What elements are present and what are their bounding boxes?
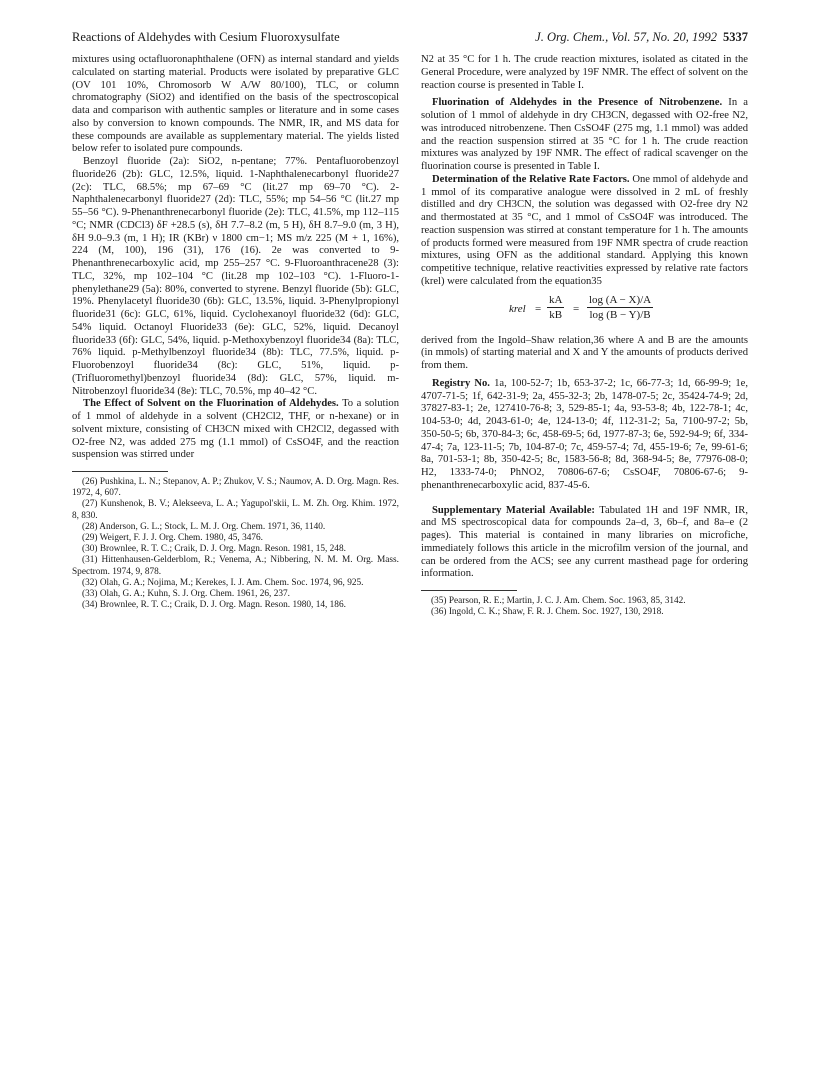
solvent-text: To a solution of 1 mmol of aldehyde in a solvent (CH2Cl2, THF, or n-hexane) or in solvent mixture, consisting of CH3CN mixed with CH2Cl2, degassed with O2-free N2, was added 275 mg (1.1 mmol) of CsSO4F, and the reaction suspension was stirred under bbox=[72, 398, 399, 461]
rate-heading: Determination of the Relative Rate Factors. bbox=[432, 173, 630, 185]
rate-equation bbox=[421, 291, 748, 331]
footnote: (30) Brownlee, R. T. C.; Craik, D. J. Org. Magn. Reson. 1981, 15, 248. bbox=[82, 544, 346, 555]
footnote-divider bbox=[72, 471, 168, 472]
log-denominator: log (B − Y)/B bbox=[589, 309, 651, 322]
footnote: (31) Hittenhausen-Gelderblom, R.; Venema, A.; Nibbering, N. M. M. Org. Mass. Spectrom. 1974, 9, 878. bbox=[72, 555, 399, 577]
rate-paragraph bbox=[421, 174, 748, 289]
footnote-divider bbox=[421, 590, 517, 591]
supplementary-heading: Supplementary Material Available: bbox=[432, 504, 595, 516]
log-fraction bbox=[587, 294, 653, 323]
nitro-heading: Fluorination of Aldehydes in the Presence of Nitrobenzene. bbox=[432, 97, 723, 109]
intro-paragraph: mixtures using octafluoronaphthalene (OFN) as internal standard and yields calculated on starting material. Products were isolated by preparative GLC (OV 101 10%, Chromosorb W A/W 80/100), TLC, or column chromatography (SiO2) and identified on the basis of the spectroscopical data and comparison with authentic samples or literature and in some cases also by conversion to known compounds. The NMR, IR, and MS data for these compounds are available as supplementary material. The yields listed below refer to isolated pure compounds. bbox=[72, 54, 399, 155]
footnote: (35) Pearson, R. E.; Martin, J. C. J. Am. Chem. Soc. 1963, 85, 3142. bbox=[431, 596, 686, 606]
supplementary-paragraph bbox=[421, 505, 748, 582]
ratio-fraction bbox=[547, 294, 564, 323]
solvent-paragraph bbox=[72, 398, 399, 462]
rate-text: One mmol of aldehyde and 1 mmol of its comparative analogue were dissolved in 2 mL of freshly distilled and dry CH3CN, the solution was degassed with O2-free dry N2 and thermostated at 35 °C, and 1 mmol of CsSO4F was introduced. The reaction suspension was stirred at constant temperature for 1 h. The amounts of products formed were measured from 19F NMR spectra of crude reaction mixtures, using OFN as the additional standard. Applying this known competitive technique, relative reactivities expressed by relative rate factors (krel) were calculated from the equation35 bbox=[421, 173, 748, 287]
running-title: Reactions of Aldehydes with Cesium Fluoroxysulfate bbox=[72, 30, 340, 44]
right-column bbox=[421, 54, 748, 618]
equation-lhs: krel bbox=[509, 302, 526, 315]
footnote: (36) Ingold, C. K.; Shaw, F. R. J. Chem. Soc. 1927, 130, 2918. bbox=[431, 607, 664, 618]
compounds-paragraph: Benzoyl fluoride (2a): SiO2, n-pentane; 77%. Pentafluorobenzoyl fluoride26 (2b): GLC, 12.5%, liquid. 1-Naphthalenecarbonyl fluoride27 (2c): TLC, 68.5%; mp 67–69 °C (lit.27 mp 69–70 °C). 2-Naphthalenecarbonyl fluoride27 (2d): TLC, 55%; mp 54–56 °C (lit.27 mp 55–56 °C). 9-Phenanthrenecarbonyl fluoride (2e): TLC, 41.5%, mp 112–115 °C; NMR (CDCl3) δF +28.5 (s), δH 7.7–8.2 (m, 5 H), δH 8.7–9.0 (m, 3 H), δH 9.0–9.3 (m, 1 H); IR (KBr) ν 1800 cm−1; MS m/z 225 (M + 1, 16%), 224 (M, 100), 196 (31), 176 (16). 2e was converted to 9-Phenanthrenecarboxylic acid, mp 255–257 °C. 9-Fluoroanthracene28 (3): TLC, 32%, mp 102–104 °C (lit.28 mp 102–103 °C). 1-Fluoro-1-phenylethane29 (5a): 80%, converted to styrene. Benzyl fluoride (5b): GLC, 19%. Phenylacetyl fluoride30 (6b): GLC, 13.5%, liquid. 3-Phenylpropionyl fluoride31 (6c): GLC, 61%, liquid. Cyclohexanoyl fluoride32 (6d): GLC, 54% liquid. Octanoyl Fluoride33 (6e): GLC, 52%, liquid. Decanoyl fluoride33 (6f): GLC, 54%, liquid. p-Methoxybenzoyl fluoride34 (8a): TLC, 76% liquid. p-Methylbenzoyl fluoride34 (8b): TLC, 77.5%, liquid. p-Fluorobenzoyl fluoride34 (8c): GLC, 51%, liquid. p-(Trifluoromethyl)benzoyl fluoride34 (8d): GLC, 57%, liquid. m-Nitrobenzoyl fluoride34 (8e): TLC, 70.5%, mp 40–42 °C. bbox=[72, 156, 399, 397]
footnote: (29) Weigert, F. J. J. Org. Chem. 1980, 45, 3476. bbox=[82, 533, 263, 544]
supplementary-text: Tabulated 1H and 19F NMR, IR, and MS spectroscopical data for compounds 2a–d, 3, 6b–f, and 8a–e (2 pages). This material is contained in many libraries on microfiche, immediately follows this article in the microfilm version of the journal, and can be ordered from the ACS; see any current masthead page for ordering information. bbox=[421, 504, 748, 580]
footnote: (26) Pushkina, L. N.; Stepanov, A. P.; Zhukov, V. S.; Naumov, A. D. Org. Magn. Res. 1972, 4, 607. bbox=[72, 477, 399, 499]
equals-sign: = bbox=[535, 302, 542, 315]
left-column bbox=[72, 54, 399, 611]
footnote: (32) Olah, G. A.; Nojima, M.; Kerekes, I. J. Am. Chem. Soc. 1974, 96, 925. bbox=[82, 577, 364, 588]
nitro-text: In a solution of 1 mmol of aldehyde in dry CH3CN, degassed with O2-free N2, was introduced nitrobenzene. Then CsSO4F (275 mg, 1.1 mmol) was added and the reaction suspension stirred at 35 °C for 1 h. The crude reaction mixtures was analyzed by 19F NMR. The effect of radical scavenger on the fluorination course is presented in Table I. bbox=[421, 97, 748, 172]
solvent-heading: The Effect of Solvent on the Fluorination of Aldehydes. bbox=[83, 398, 339, 410]
footnote: (33) Olah, G. A.; Kuhn, S. J. Org. Chem. 1961, 26, 237. bbox=[82, 589, 290, 600]
log-numerator: log (A − X)/A bbox=[587, 294, 653, 309]
page-header bbox=[72, 30, 748, 46]
registry-heading: Registry No. bbox=[432, 377, 490, 389]
journal-name: J. Org. Chem., Vol. 57, No. 20, 1992 bbox=[535, 30, 717, 44]
nitro-paragraph bbox=[421, 97, 748, 174]
footnote: (28) Anderson, G. L.; Stock, L. M. J. Org. Chem. 1971, 36, 1140. bbox=[82, 521, 326, 532]
page-number: 5337 bbox=[723, 30, 748, 44]
registry-paragraph bbox=[421, 378, 748, 493]
after-equation-paragraph: derived from the Ingold–Shaw relation,36 where A and B are the amounts (in mmols) of starting material and X and Y the amounts of products derived from them. bbox=[421, 334, 748, 371]
ratio-numerator: kA bbox=[547, 294, 564, 309]
registry-text: 1a, 100-52-7; 1b, 653-37-2; 1c, 66-77-3; 1d, 66-99-9; 1e, 4707-71-5; 1f, 642-31-9; 2a, 455-32-3; 2b, 1478-07-5; 2c, 35424-74-9; 2d, 37827-83-1; 2e, 127410-76-8; 3, 529-85-1; 4a, 93-53-8; 4b, 122-78-1; 4c, 104-53-0; 4d, 2043-61-0; 4e, 124-13-0; 4f, 112-31-2; 5a, 7100-97-2; 5b, 350-50-5; 6b, 370-84-3; 6c, 458-69-5; 6d, 1977-87-3; 6e, 592-94-9; 6f, 334-47-4; 7a, 123-11-5; 7b, 104-87-0; 7c, 459-57-4; 7d, 455-19-6; 7e, 99-61-6; 8a, 701-53-1; 8b, 350-42-5; 8c, 1583-56-8; 8d, 368-94-5; 8e, 77976-08-0; H2, 1333-74-0; PhNO2, 70806-67-6; CsSO4F, 70806-67-6; 9-phenanthrenecarboxylic acid, 837-45-6. bbox=[421, 377, 748, 491]
footnote: (27) Kunshenok, B. V.; Alekseeva, L. A.; Yagupol'skii, L. M. Zh. Org. Khim. 1972, 8, 830. bbox=[72, 499, 399, 521]
equals-sign: = bbox=[573, 302, 580, 315]
footnotes-right bbox=[421, 596, 748, 618]
footnote: (34) Brownlee, R. T. C.; Craik, D. J. Org. Magn. Reson. 1980, 14, 186. bbox=[82, 600, 346, 611]
continuation-paragraph: N2 at 35 °C for 1 h. The crude reaction mixtures, isolated as citated in the General Procedure, were analyzed by 19F NMR. The effect of solvent on the reaction course is presented in Table I. bbox=[421, 54, 748, 91]
ratio-denominator: kB bbox=[549, 309, 563, 322]
journal-citation bbox=[535, 30, 748, 45]
footnotes-left bbox=[72, 477, 399, 611]
